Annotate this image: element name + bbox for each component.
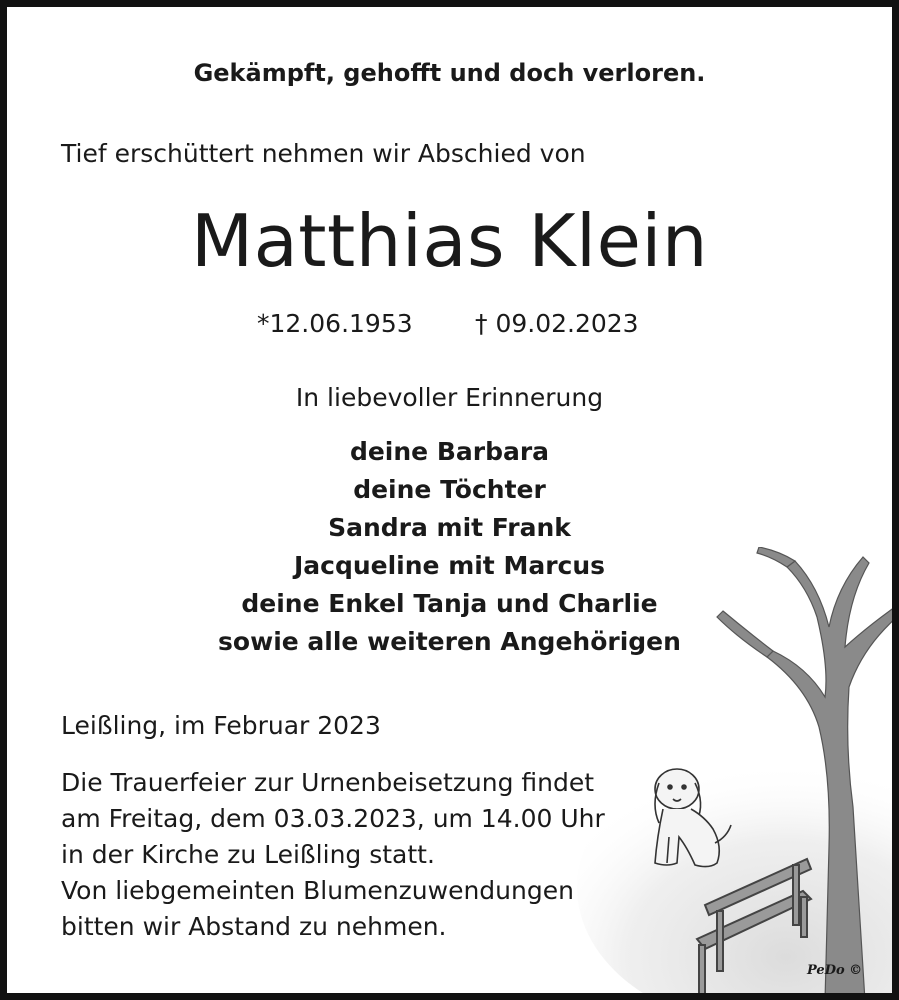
service-line: am Freitag, dem 03.03.2023, um 14.00 Uhr (61, 804, 605, 833)
memory-line: In liebevoller Erinnerung (295, 383, 604, 412)
service-line: bitten wir Abstand zu nehmen. (61, 912, 447, 941)
place-date: Leißling, im Februar 2023 (61, 711, 381, 740)
intro-text: Tief erschüttert nehmen wir Abschied von (61, 139, 586, 168)
service-line: Von liebgemeinten Blumenzuwendungen (61, 876, 574, 905)
mourner-line: Sandra mit Frank (328, 513, 571, 542)
mourners-list (7, 433, 892, 661)
service-line: Die Trauerfeier zur Urnenbeisetzung findet (61, 768, 595, 797)
mourner-line: sowie alle weiteren Angehörigen (218, 627, 681, 656)
death-date: † 09.02.2023 (475, 309, 639, 338)
mourner-line: deine Barbara (349, 437, 550, 466)
artist-signature: PeDo © (807, 963, 863, 978)
birth-date: *12.06.1953 (257, 309, 413, 338)
mourner-line: deine Enkel Tanja und Charlie (241, 589, 658, 618)
mourner-line: deine Töchter (353, 475, 546, 504)
service-line: in der Kirche zu Leißling statt. (61, 840, 435, 869)
mourner-line: Jacqueline mit Marcus (293, 551, 606, 580)
deceased-name: Matthias Klein (190, 199, 708, 283)
service-info (61, 765, 605, 945)
headline: Gekämpft, gehofft und doch verloren. (193, 59, 706, 87)
